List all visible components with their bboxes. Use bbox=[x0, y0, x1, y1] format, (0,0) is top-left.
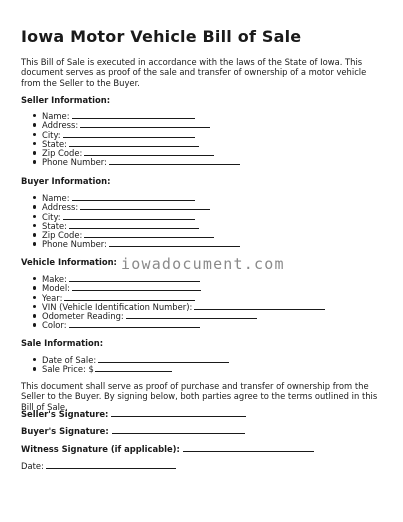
buyer-signature-field[interactable]: Buyer's Signature: bbox=[21, 426, 245, 436]
sale-date-line[interactable] bbox=[98, 355, 229, 363]
seller-phone-field[interactable]: Phone Number: bbox=[21, 157, 240, 166]
vehicle-year-field[interactable]: Year: bbox=[21, 293, 325, 302]
watermark: iowadocument.com bbox=[121, 255, 285, 273]
seller-state-line[interactable] bbox=[69, 139, 199, 147]
seller-address-field[interactable]: Address: bbox=[21, 120, 240, 129]
seller-heading: Seller Information: bbox=[21, 95, 111, 105]
seller-name-field[interactable]: Name: bbox=[21, 111, 240, 120]
buyer-city-line[interactable] bbox=[63, 212, 195, 220]
buyer-phone-field[interactable]: Phone Number: bbox=[21, 239, 240, 248]
closing-paragraph: This document shall serve as proof of purchase and transfer of ownership from the Seller to the Buyer. By signing below, both parties agree to the terms outlined in this Bill of Sale. bbox=[21, 381, 378, 412]
seller-phone-line[interactable] bbox=[109, 157, 240, 165]
seller-state-field[interactable]: State: bbox=[21, 139, 240, 148]
buyer-zip-field[interactable]: Zip Code: bbox=[21, 230, 240, 239]
seller-signature-field[interactable]: Seller's Signature: bbox=[21, 409, 246, 419]
buyer-heading: Buyer Information: bbox=[21, 176, 111, 186]
seller-city-field[interactable]: City: bbox=[21, 130, 240, 139]
sale-heading: Sale Information: bbox=[21, 338, 104, 348]
buyer-zip-line[interactable] bbox=[84, 230, 214, 238]
vehicle-color-field[interactable]: Color: bbox=[21, 320, 325, 329]
seller-city-line[interactable] bbox=[63, 130, 195, 138]
date-field[interactable]: Date: bbox=[21, 461, 176, 471]
buyer-state-line[interactable] bbox=[69, 221, 199, 229]
sale-fields bbox=[21, 355, 229, 374]
buyer-address-line[interactable] bbox=[80, 202, 210, 210]
vehicle-heading: Vehicle Information: bbox=[21, 257, 117, 267]
buyer-city-field[interactable]: City: bbox=[21, 212, 240, 221]
vehicle-make-field[interactable]: Make: bbox=[21, 274, 325, 283]
sale-date-field[interactable]: Date of Sale: bbox=[21, 355, 229, 364]
vehicle-odometer-line[interactable] bbox=[126, 311, 257, 319]
witness-signature-line[interactable] bbox=[183, 444, 314, 452]
vehicle-vin-field[interactable]: VIN (Vehicle Identification Number): bbox=[21, 302, 325, 311]
buyer-state-field[interactable]: State: bbox=[21, 221, 240, 230]
vehicle-make-line[interactable] bbox=[69, 274, 200, 282]
buyer-name-line[interactable] bbox=[72, 193, 195, 201]
seller-address-line[interactable] bbox=[80, 120, 210, 128]
buyer-address-field[interactable]: Address: bbox=[21, 202, 240, 211]
document-title: Iowa Motor Vehicle Bill of Sale bbox=[21, 27, 302, 46]
vehicle-color-line[interactable] bbox=[69, 320, 200, 328]
vehicle-model-line[interactable] bbox=[72, 283, 201, 291]
sale-price-line[interactable] bbox=[95, 364, 172, 372]
buyer-name-field[interactable]: Name: bbox=[21, 193, 240, 202]
vehicle-odometer-field[interactable]: Odometer Reading: bbox=[21, 311, 325, 320]
vehicle-vin-line[interactable] bbox=[194, 302, 325, 310]
seller-zip-line[interactable] bbox=[84, 148, 214, 156]
buyer-phone-line[interactable] bbox=[109, 239, 240, 247]
vehicle-fields bbox=[21, 274, 325, 330]
intro-paragraph: This Bill of Sale is executed in accordance with the laws of the State of Iowa. This document serves as proof of the sale and transfer of ownership of a motor vehicle from the Seller to the Buyer. bbox=[21, 57, 367, 88]
seller-signature-line[interactable] bbox=[111, 409, 246, 417]
buyer-signature-line[interactable] bbox=[112, 426, 245, 434]
vehicle-year-line[interactable] bbox=[64, 293, 195, 301]
seller-zip-field[interactable]: Zip Code: bbox=[21, 148, 240, 157]
date-line[interactable] bbox=[46, 461, 176, 469]
sale-price-field[interactable]: Sale Price: $ bbox=[21, 364, 229, 373]
witness-signature-field[interactable]: Witness Signature (if applicable): bbox=[21, 444, 314, 454]
seller-name-line[interactable] bbox=[72, 111, 195, 119]
buyer-fields bbox=[21, 193, 240, 249]
vehicle-model-field[interactable]: Model: bbox=[21, 283, 325, 292]
seller-fields bbox=[21, 111, 240, 167]
